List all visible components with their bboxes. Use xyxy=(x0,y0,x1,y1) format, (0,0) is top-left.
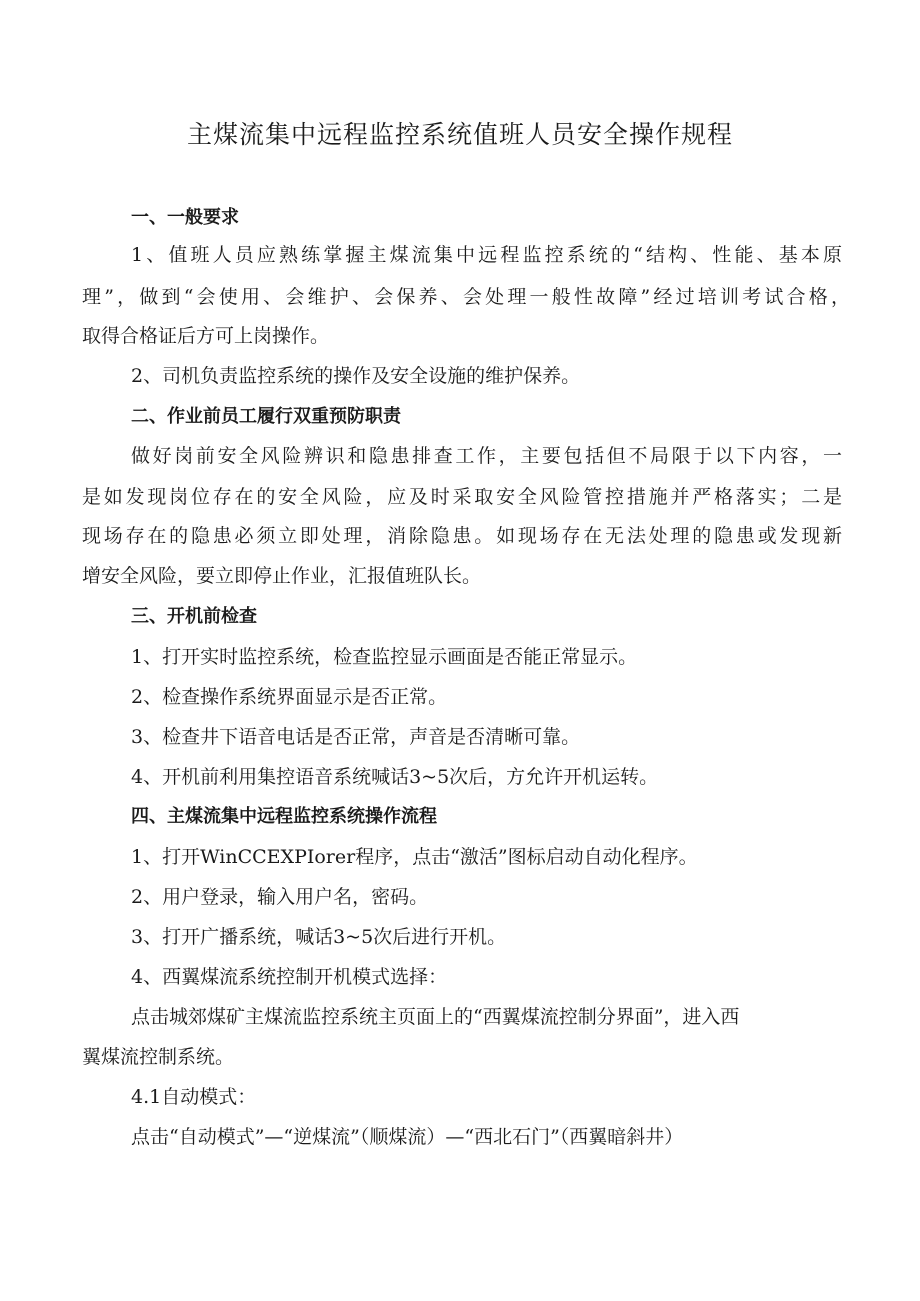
section-heading-operation-flow: 四、主煤流集中远程监控系统操作流程 xyxy=(131,806,437,827)
paragraph-line: 点击城郊煤矿主煤流监控系统主页面上的“西翼煤流控制分界面”，进入西 xyxy=(131,1006,740,1028)
paragraph-line: 增安全风险，要立即停止作业，汇报值班队长。 xyxy=(82,565,482,587)
paragraph-line: 取得合格证后方可上岗操作。 xyxy=(82,325,330,347)
section-heading-dual-prevention: 二、作业前员工履行双重预防职责 xyxy=(131,406,401,427)
paragraph-line: 1、打开实时监控系统，检查监控显示画面是否能正常显示。 xyxy=(131,646,638,668)
paragraph-line: 3、打开广播系统，喊话3~5次后进行开机。 xyxy=(131,926,507,948)
paragraph-line: 1、值班人员应熟练掌握主煤流集中远程监控系统的“结构、性能、基本原 xyxy=(131,244,842,266)
paragraph-line: 做好岗前安全风险辨识和隐患排查工作，主要包括但不局限于以下内容，一 xyxy=(131,445,842,467)
paragraph-line: 2、检查操作系统界面显示是否正常。 xyxy=(131,686,448,708)
paragraph-line: 2、用户登录，输入用户名，密码。 xyxy=(131,886,429,908)
paragraph-line: 4、开机前利用集控语音系统喊话3~5次后，方允许开机运转。 xyxy=(131,766,659,788)
paragraph-line: 4.1自动模式： xyxy=(131,1086,257,1108)
paragraph-line: 理”，做到“会使用、会维护、会保养、会处理一般性故障”经过培训考试合格， xyxy=(82,286,850,308)
paragraph-line: 2、司机负责监控系统的操作及安全设施的维护保养。 xyxy=(131,365,581,387)
paragraph-line: 1、打开WinCCEXPIorer程序，点击“激活”图标启动自动化程序。 xyxy=(131,846,698,868)
section-heading-pre-start-check: 三、开机前检查 xyxy=(131,606,257,627)
paragraph-line: 是如发现岗位存在的安全风险，应及时采取安全风险管控措施并严格落实；二是 xyxy=(82,486,842,508)
document-title: 主煤流集中远程监控系统值班人员安全操作规程 xyxy=(186,120,733,149)
paragraph-line: 现场存在的隐患必须立即处理，消除隐患。如现场存在无法处理的隐患或发现新 xyxy=(82,525,842,547)
section-heading-general-requirements: 一、一般要求 xyxy=(131,207,239,228)
paragraph-line: 4、西翼煤流系统控制开机模式选择： xyxy=(131,966,448,988)
paragraph-line: 3、检查井下语音电话是否正常，声音是否清晰可靠。 xyxy=(131,726,581,748)
paragraph-line: 翼煤流控制系统。 xyxy=(82,1046,235,1068)
paragraph-line: 点击“自动模式”—“逆煤流”（顺煤流）—“西北石门”（西翼暗斜井） xyxy=(131,1126,684,1148)
